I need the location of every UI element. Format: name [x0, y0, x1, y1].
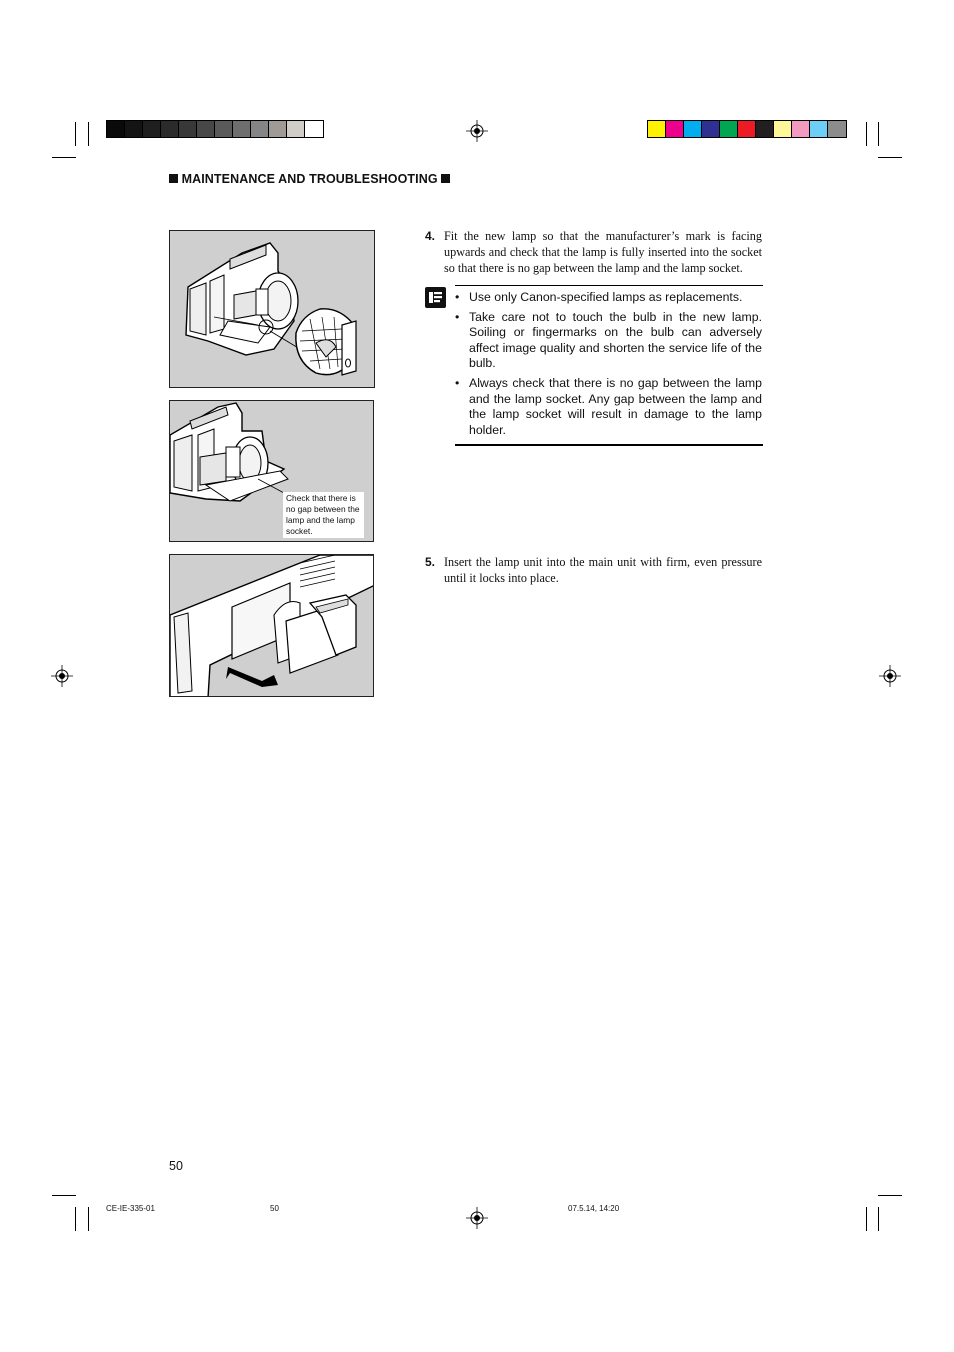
step-4 — [425, 228, 762, 276]
color-swatch — [233, 121, 251, 137]
registration-mark-icon — [466, 1207, 488, 1229]
note-block — [455, 290, 762, 442]
step-text: Insert the lamp unit into the main unit with firm, even pressure until it locks into place. — [444, 555, 762, 585]
color-swatch — [648, 121, 666, 137]
section-title: MAINTENANCE AND TROUBLESHOOTING — [181, 172, 438, 186]
figure-fit-lamp — [169, 230, 375, 388]
gap-callout-label: Check that there is no gap between the lamp and the lamp socket. — [283, 492, 364, 538]
color-swatch — [125, 121, 143, 137]
footer-timestamp: 07.5.14, 14:20 — [568, 1204, 620, 1213]
color-swatch — [161, 121, 179, 137]
color-swatch — [702, 121, 720, 137]
color-swatch — [666, 121, 684, 137]
color-swatch — [107, 121, 125, 137]
color-swatch — [251, 121, 269, 137]
insert-lamp-unit-illustration — [170, 555, 374, 697]
color-swatch — [738, 121, 756, 137]
registration-mark-icon — [466, 120, 488, 142]
color-swatch — [756, 121, 774, 137]
note-item: • Take care not to touch the bulb in the new lamp. Soiling or fingermarks on the bulb can adversely affect image quality and shorten the service life of the bulb. — [455, 310, 762, 372]
footer-code: CE-IE-335-01 — [106, 1204, 155, 1213]
color-swatch — [774, 121, 792, 137]
color-swatch — [305, 121, 323, 137]
color-swatch — [287, 121, 305, 137]
registration-mark-icon — [51, 665, 73, 687]
note-item: • Use only Canon-specified lamps as replacements. — [455, 290, 762, 306]
page-number: 50 — [169, 1159, 183, 1173]
note-bottom-rule — [455, 444, 763, 446]
step-number: 4. — [425, 229, 436, 243]
color-swatch — [143, 121, 161, 137]
square-bullet-icon — [441, 174, 450, 183]
step-text: Fit the new lamp so that the manufacturer’s mark is facing upwards and check that the lamp is fully inserted into the socket so that there is no gap between the lamp and the lamp socket. — [444, 229, 762, 275]
step-number: 5. — [425, 555, 436, 569]
square-bullet-icon — [169, 174, 178, 183]
color-swatch — [269, 121, 287, 137]
color-swatch — [828, 121, 846, 137]
color-swatch — [720, 121, 738, 137]
registration-mark-icon — [879, 665, 901, 687]
color-swatch — [197, 121, 215, 137]
color-calibration-bar — [647, 120, 847, 138]
color-swatch — [792, 121, 810, 137]
figure-insert-unit — [169, 554, 374, 697]
footer-page: 50 — [270, 1204, 279, 1213]
lamp-unit-illustration — [170, 231, 375, 388]
color-swatch — [215, 121, 233, 137]
figure-check-gap — [169, 400, 374, 542]
color-swatch — [810, 121, 828, 137]
color-swatch — [179, 121, 197, 137]
color-swatch — [684, 121, 702, 137]
gray-calibration-bar — [106, 120, 324, 138]
note-top-rule — [455, 285, 763, 286]
note-item: • Always check that there is no gap between the lamp and the lamp socket. Any gap between the lamp and the lamp socket will result in damage to the lamp holder. — [455, 376, 762, 438]
step-5 — [425, 554, 762, 586]
note-list — [455, 290, 762, 438]
note-hand-icon — [425, 287, 446, 308]
section-header — [169, 172, 450, 186]
